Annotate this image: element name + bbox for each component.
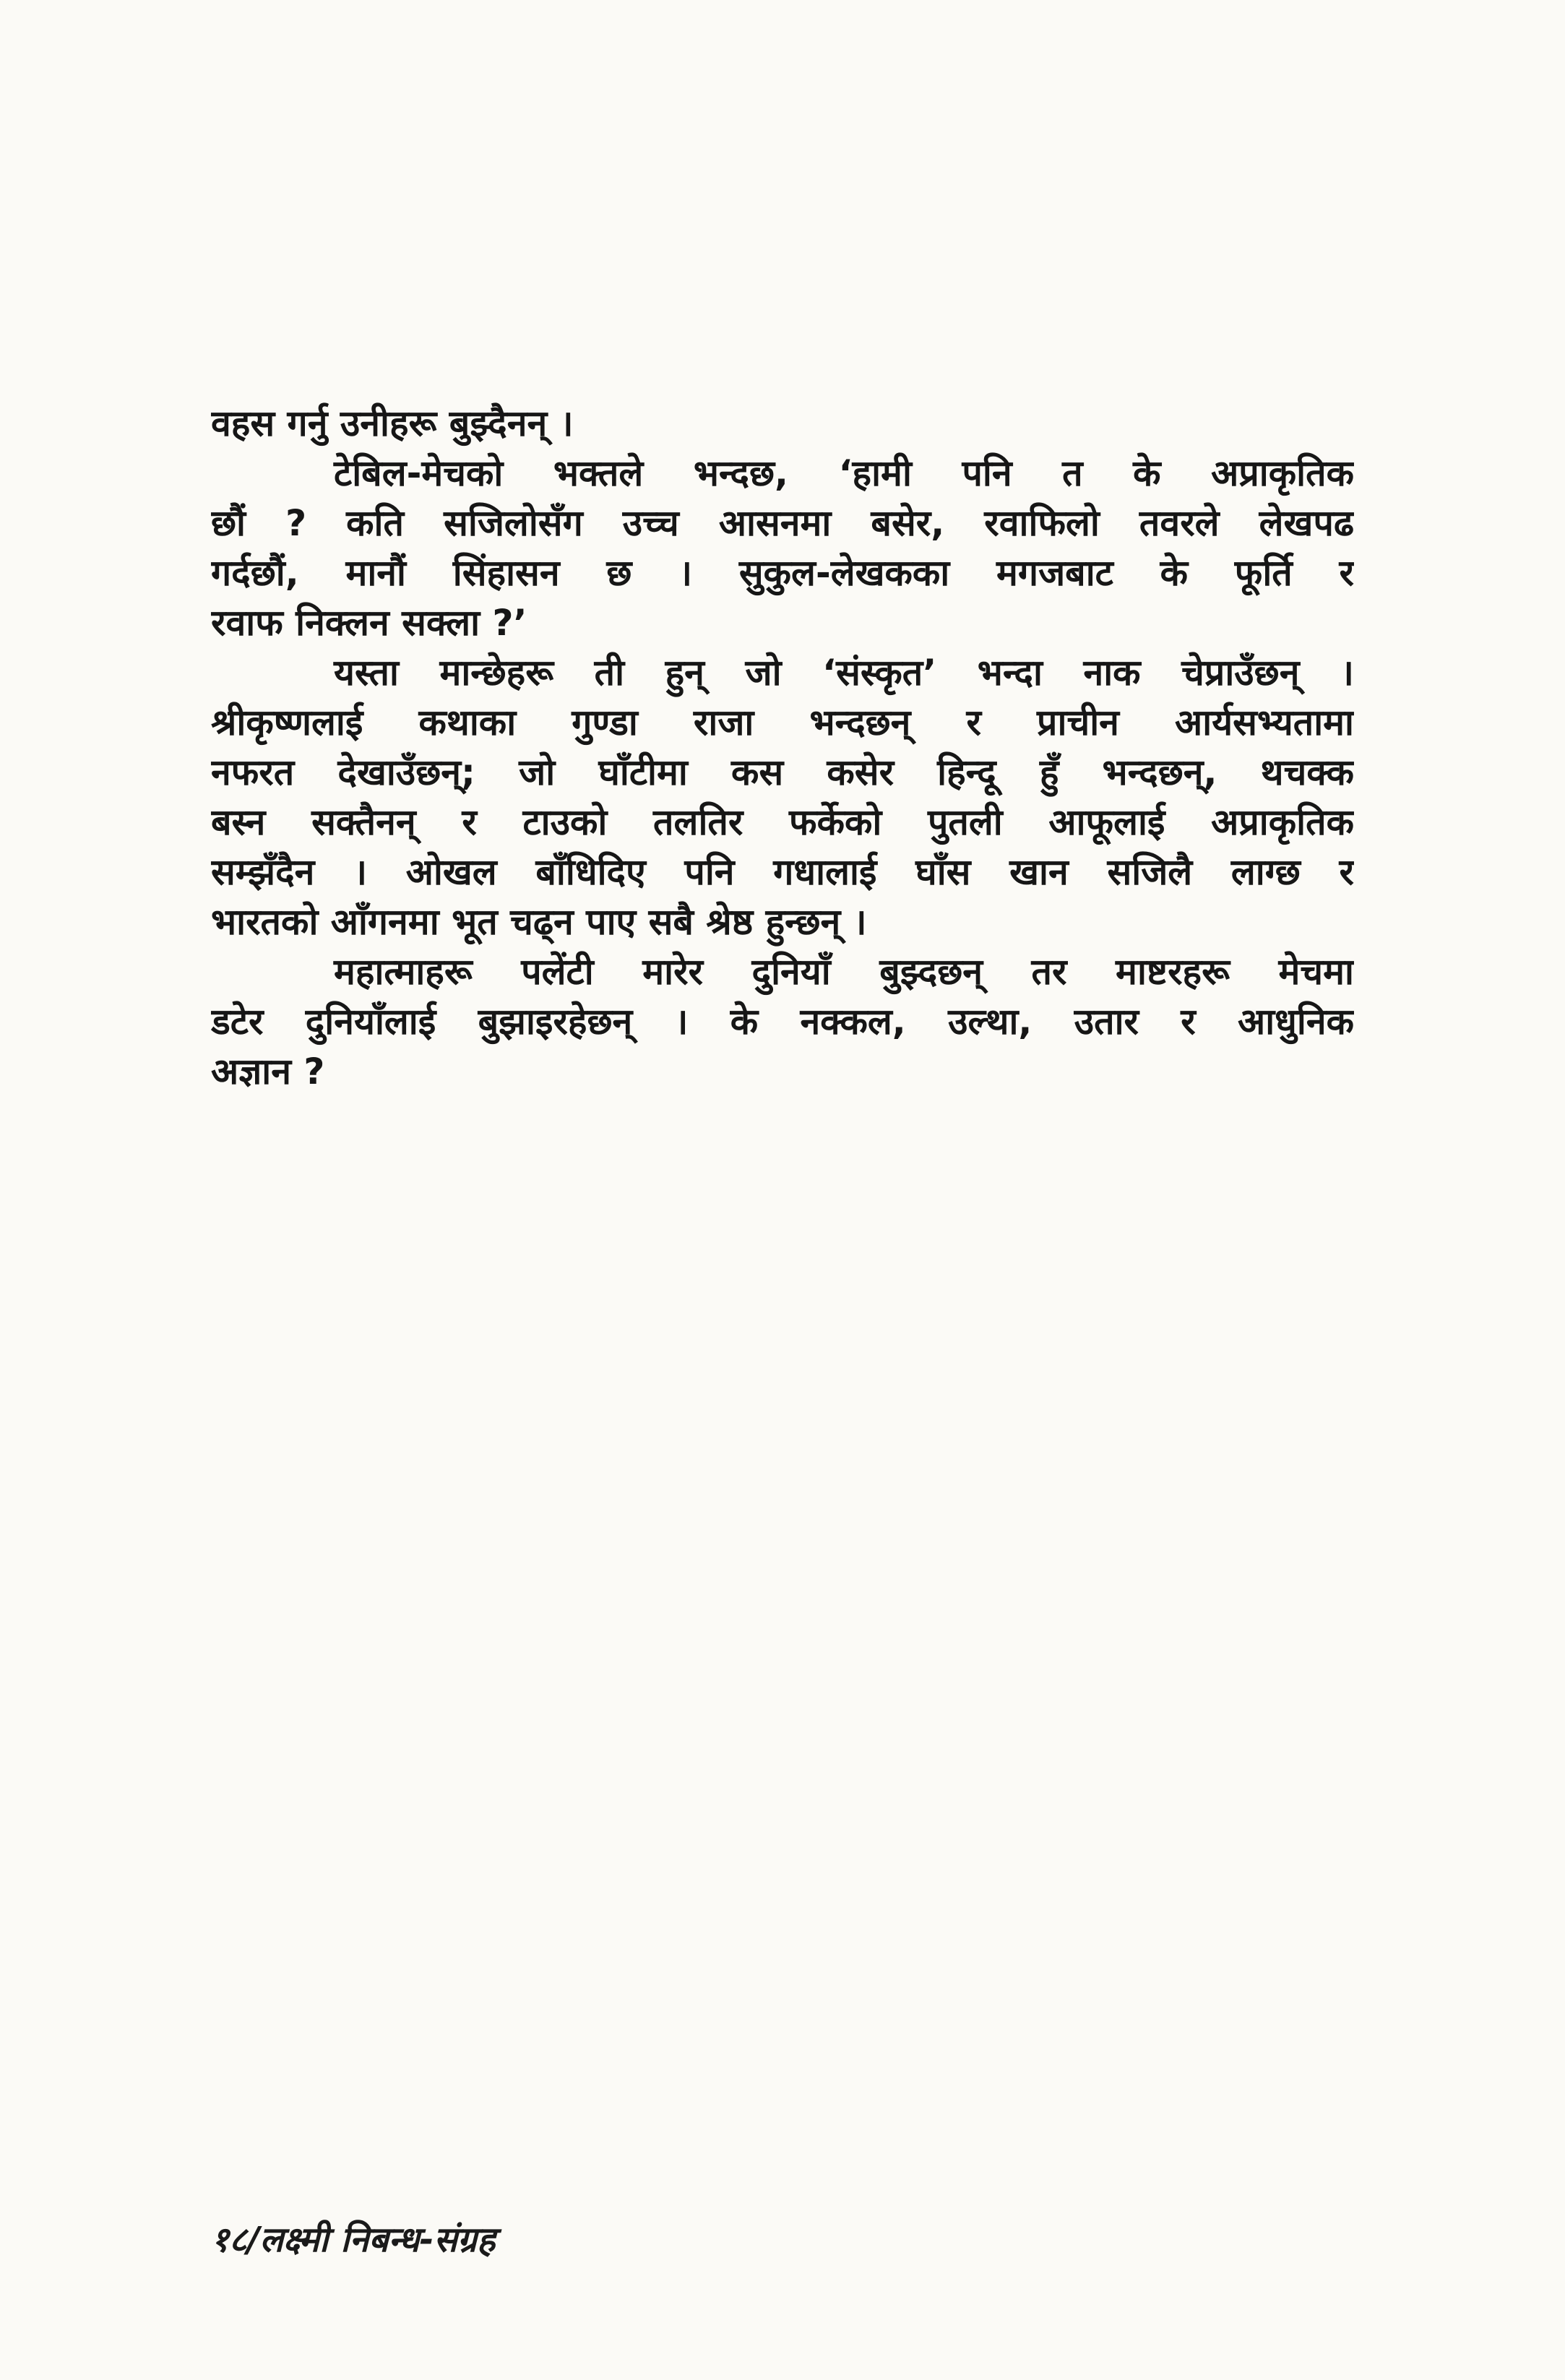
text-line-11: भारतको आँगनमा भूत चढ्न पाए सबै श्रेष्ठ हुन्छन् । — [211, 901, 867, 943]
text-line-1: वहस गर्नु उनीहरू बुझ्दैनन् । — [211, 402, 574, 444]
text-line-4: गर्दछौं, मानौं सिंहासन छ । सुकुल-लेखकका मगजबाट के फूर्ति र — [211, 552, 1354, 594]
text-line-12: महात्माहरू पलेंटी मारेर दुनियाँ बुझ्दछन् तर माष्टरहरू मेचमा — [334, 951, 1354, 993]
text-line-5: रवाफ निक्लन सक्ला ?’ — [211, 602, 527, 644]
essay-body — [211, 399, 1354, 1097]
text-line-2: टेबिल-मेचको भक्तले भन्दछ, ‘हामी पनि त के अप्राकृतिक — [334, 452, 1354, 494]
text-line-3: छौं ? कति सजिलोसँग उच्च आसनमा बसेर, रवाफिलो तवरले लेखपढ — [211, 502, 1354, 544]
text-line-13: डटेर दुनियाँलाई बुझाइरहेछन् । के नक्कल, उल्था, उतार र आधुनिक — [211, 1001, 1354, 1043]
text-line-8: नफरत देखाउँछन्; जो घाँटीमा कस कसेर हिन्दू हुँ भन्दछन्, थचक्क — [211, 751, 1354, 793]
text-line-9: बस्न सक्तैनन् र टाउको तलतिर फर्केको पुतली आफूलाई अप्राकृतिक — [211, 801, 1354, 843]
text-line-14: अज्ञान ? — [211, 1051, 325, 1092]
text-line-10: सम्झँदैन । ओखल बाँधिदिए पनि गधालाई घाँस खान सजिलै लाग्छ र — [211, 851, 1354, 893]
text-line-6: यस्ता मान्छेहरू ती हुन् जो ‘संस्कृत’ भन्दा नाक चेप्राउँछन् । — [334, 652, 1354, 694]
text-line-7: श्रीकृष्णलाई कथाका गुण्डा राजा भन्दछन् र प्राचीन आर्यसभ्यतामा — [211, 702, 1354, 743]
page-footer: १८/लक्ष्मी निबन्ध-संग्रह — [211, 2220, 496, 2260]
